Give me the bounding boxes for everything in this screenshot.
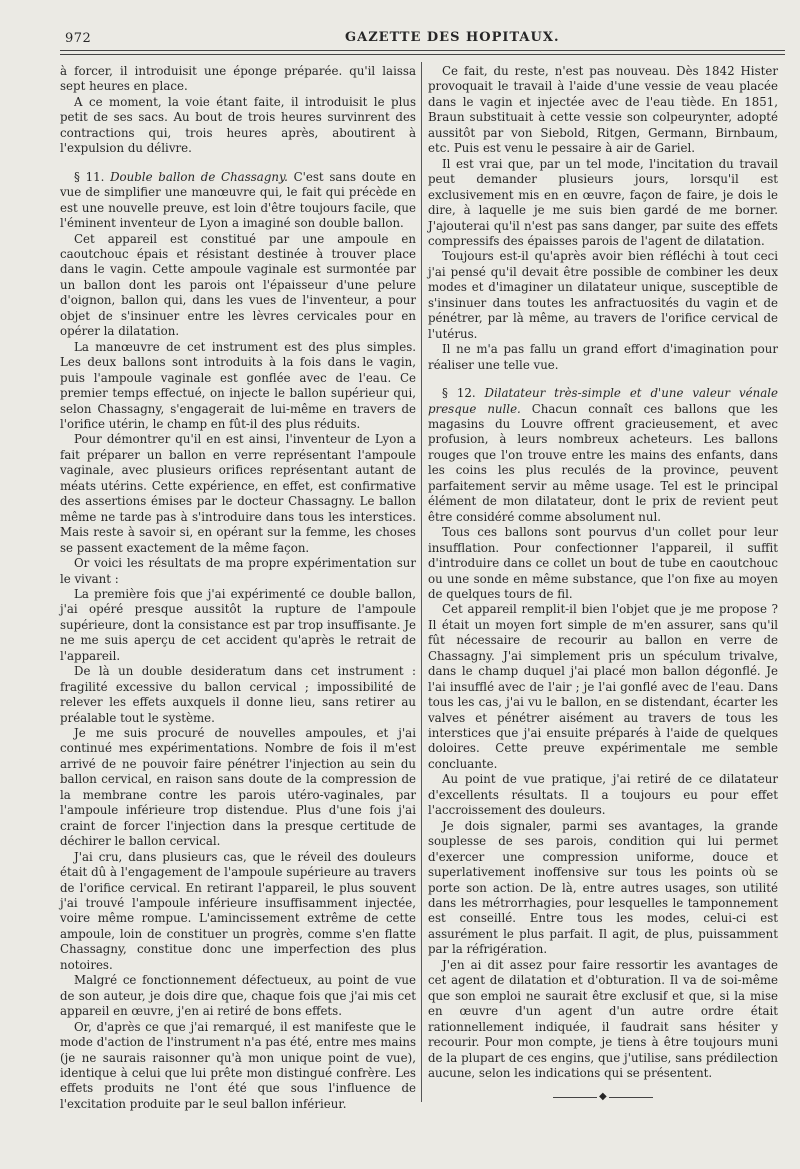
section-number: § 11. [74,169,105,184]
paragraph: à forcer, il introduisit une éponge préparée. qu'il laissa sept heures en place. [60,64,416,94]
paragraph: La manœuvre de cet instrument est des plus simples. Les deux ballons sont introduits à la fois dans le vagin, puis l'ampoule vaginale est gonflée avec de l'eau. Ce premier temps effectué, on injecte le ballon supérieur qui, selon Chassagny, s'engagerait de lui-même en travers de l'orifice utérin, le champ en fût-il des plus réduits. [60,339,416,431]
paragraph: Tous ces ballons sont pourvus d'un collet pour leur insufflation. Pour confectionner l'appareil, il suffit d'introduire dans ce collet un bout de tube en caoutchouc ou une sonde en même substance, que l'on fixe au moyen de quelques tours de fil. [428,525,778,601]
paragraph: De là un double desideratum dans cet instrument : fragilité excessive du ballon cervical ; impossibilité de relever les effets auxquels il donne lieu, sans retirer au préalable tout le système. [60,664,416,725]
paragraph: La première fois que j'ai expérimenté ce double ballon, j'ai opéré presque aussitôt la rupture de l'ampoule supérieure, dont la consistance est par trop insuffisante. Je ne me suis aperçu de cet accident qu'après le retrait de l'appareil. [60,586,416,663]
page-header [60,28,780,48]
header-rule [60,50,785,51]
paragraph: Je dois signaler, parmi ses avantages, la grande souplesse de ses parois, condition qui lui permet d'exercer une compression uniforme, douce et superlativement inoffensive sur tous les points où se porte son action. De là, entre autres usages, son utilité dans les métrorrhagies, pour lesquelles le tamponnement est conseillé. Entre tous les modes, celui-ci est assurément le plus parfait. Il agit, de plus, puissamment par la réfrigération. [428,818,778,957]
section-text: C'est sans doute en vue de simplifier une manœuvre qui, le fait qui précède en est une nouvelle preuve, est loin d'être toujours facile, que l'éminent inventeur de Lyon a imaginé son double ballon. [60,169,417,231]
paragraph: Cet appareil est constitué par une ampoule en caoutchouc épais et résistant destinée à trouver place dans le vagin. Cette ampoule vaginale est surmontée par un ballon dont les parois ont l'épaisseur d'une pelure d'oignon, ballon qui, dans les vues de l'inventeur, a pour objet de s'insinuer entre les lèvres cervicales pour en opérer la dilatation. [60,231,416,339]
section-text: Chacun connaît ces ballons que les magasins du Louvre offrent gracieusement, et avec profusion, à leurs nombreux acheteurs. Les ballons rouges que l'on trouve entre les mains des enfants, dans les coins les plus reculés de la province, peuvent parfaitement servir au même usage. Tel est le principal élément de mon dilatateur, dont le prix de revient peut être considéré comme absolument nul. [428,401,778,524]
left-column [60,64,416,1112]
diamond-ornament-icon: ◆ [599,1091,607,1103]
section-title: Double ballon de Chassagny. [110,169,288,184]
journal-title: GAZETTE DES HOPITAUX. [345,30,560,45]
paragraph: Il est vrai que, par un tel mode, l'incitation du travail peut demander plusieurs jours, lorsqu'il est exclusivement mis en en œuvre, façon de faire, je dois le dire, à laquelle je me suis bien gardé de me borner. J'ajouterai qu'il n'est pas sans danger, par suite des effets compressifs des épaisses parois de l'agent de dilatation. [428,156,778,248]
paragraph: Or, d'après ce que j'ai remarqué, il est manifeste que le mode d'action de l'instrument n'a pas été, entre mes mains (je ne saurais raisonner qu'à mon unique point de vue), identique à celui que lui prête mon distingué confrère. Les effets produits ne l'ont été que sous l'influence de l'excitation produite par le seul ballon inférieur. [60,1019,416,1111]
section-title: Dilatateur très-simple et d'une valeur vénale presque nulle. [428,386,778,416]
page-number: 972 [65,31,92,46]
paragraph: Cet appareil remplit-il bien l'objet que je me propose ? Il était un moyen fort simple de m'en assurer, sans qu'il fût nécessaire de recourir au ballon en verre de Chassagny. J'ai simplement pris un spéculum trivalve, dans le champ duquel j'ai placé mon ballon dégonflé. Je l'ai insufflé avec de l'air ; je l'ai gonflé avec de l'eau. Dans tous les cas, j'ai vu le ballon, en se distendant, écarter les valves et pénétrer aisément au travers de tous les interstices que j'ai ensuite préparés à l'aide de quelques doloires. Cette preuve expérimentale me semble concluante. [428,602,778,771]
section-12-paragraph [428,386,778,525]
paragraph: Pour démontrer qu'il en est ainsi, l'inventeur de Lyon a fait préparer un ballon en verre représentant l'ampoule vaginale, avec plusieurs orifices représentant autant de méats utérins. Cette expérience, en effet, est confirmative des assertions émises par le docteur Chassagny. Le ballon même ne tarde pas à s'introduire dans tous les interstices. Mais reste à savoir si, en opérant sur la femme, les choses se passent exactement de la même façon. [60,432,416,555]
paragraph: Je me suis procuré de nouvelles ampoules, et j'ai continué mes expérimentations. Nombre de fois il m'est arrivé de ne pouvoir faire pénétrer l'injection au sein du ballon cervical, en raison sans doute de la compression de la membrane contre les parois utéro-vaginales, par l'ampoule inférieure trop distendue. Plus d'une fois j'ai craint de forcer l'injection dans la presque certitude de déchirer le ballon cervical. [60,726,416,849]
end-of-article-rule [553,1091,653,1103]
column-divider [421,62,422,1102]
paragraph: J'en ai dit assez pour faire ressortir les avantages de cet agent de dilatation et d'obturation. Il va de soi-même que son emploi ne saurait être exclusif et que, si la mise en œuvre d'un agent d'un autre ordre était rationnellement indiquée, il faudrait sans hésiter y recourir. Pour mon compte, je tiens à être toujours muni de la plupart de ces engins, que j'utilise, sans prédilection aucune, selon les indications qui se présentent. [428,957,778,1080]
paragraph: Il ne m'a pas fallu un grand effort d'imagination pour réaliser une telle vue. [428,342,778,372]
section-11-paragraph [60,170,416,232]
header-rule [60,54,785,55]
paragraph: Ce fait, du reste, n'est pas nouveau. Dès 1842 Hister provoquait le travail à l'aide d'une vessie de veau placée dans le vagin et injectée avec de l'eau tiède. En 1851, Braun substituait à cette vessie son colpeurynter, adopté aussitôt par von Siebold, Ritgen, Germann, Birnbaum, etc. Puis est venu le pessaire à air de Gariel. [428,64,778,156]
paragraph: A ce moment, la voie étant faite, il introduisit le plus petit de ses sacs. Au bout de trois heures survinrent des contractions qui, trois heures après, aboutirent à l'expulsion du délivre. [60,94,416,156]
right-column [428,64,778,1103]
paragraph: J'ai cru, dans plusieurs cas, que le réveil des douleurs était dû à l'engagement de l'ampoule supérieure au travers de l'orifice cervical. En retirant l'appareil, le plus souvent j'ai trouvé l'ampoule inférieure insuffisamment injectée, voire même rompue. L'amincissement extrême de cette ampoule, loin de constituer un progrès, comme s'en flatte Chassagny, constitue donc une imperfection des plus notoires. [60,849,416,972]
paragraph: Au point de vue pratique, j'ai retiré de ce dilatateur d'excellents résultats. Il a toujours eu pour effet l'accroissement des douleurs. [428,772,778,818]
paragraph: Toujours est-il qu'après avoir bien réfléchi à tout ceci j'ai pensé qu'il devait être possible de combiner les deux modes et d'imaginer un dilatateur unique, susceptible de s'insinuer dans toutes les anfractuosités du vagin et de pénétrer, par là même, au travers de l'orifice cervical de l'utérus. [428,249,778,341]
section-number: § 12. [442,386,476,401]
paragraph: Malgré ce fonctionnement défectueux, au point de vue de son auteur, je dois dire que, chaque fois que j'ai mis cet appareil en œuvre, j'en ai retiré de bons effets. [60,973,416,1019]
paragraph: Or voici les résultats de ma propre expérimentation sur le vivant : [60,556,416,586]
